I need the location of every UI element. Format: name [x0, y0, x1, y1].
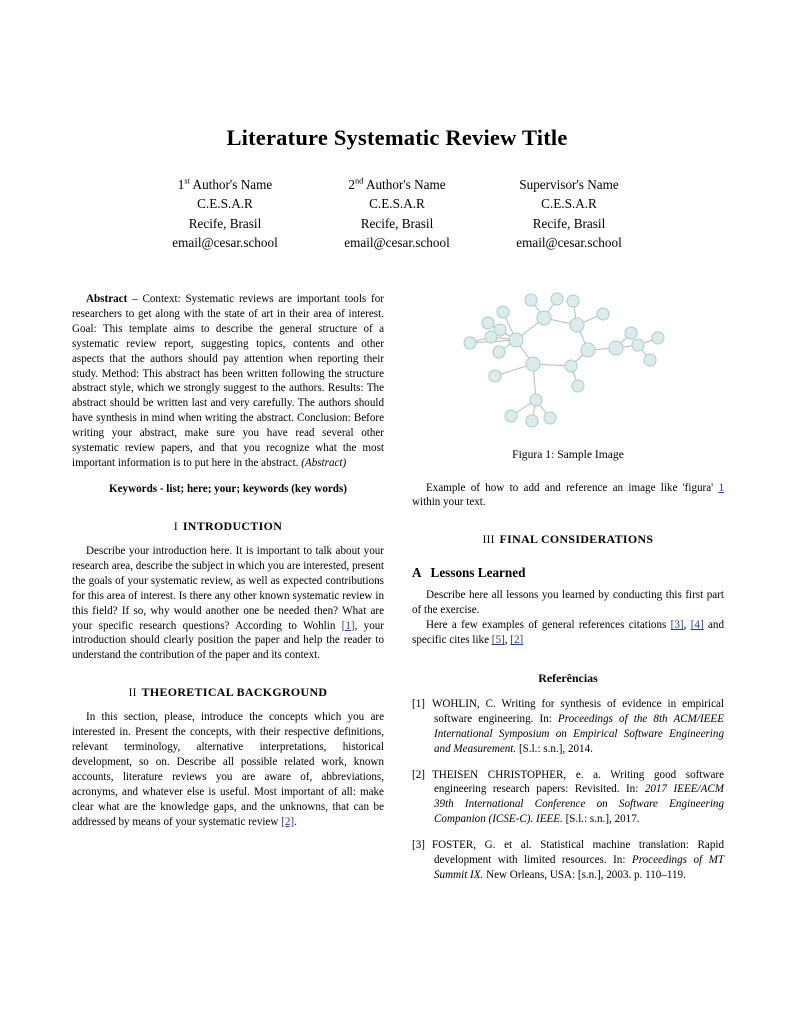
- section-heading-final-considerations: [412, 531, 724, 548]
- section-title-theoretical-background: THEORETICAL BACKGROUND: [141, 685, 328, 700]
- lessons-paragraph-2: [412, 618, 724, 648]
- page-title: Literature Systematic Review Title: [226, 125, 568, 150]
- author-ordinal-suffix-1: st: [184, 176, 190, 186]
- figure-caption: Figura 1: Sample Image: [512, 448, 624, 461]
- reference-tag-2: [2]: [412, 768, 425, 781]
- author-block-3: [483, 175, 655, 253]
- figure-description-paragraph: [412, 481, 724, 511]
- author-list: [70, 175, 724, 253]
- section-number-final-considerations: III: [482, 534, 495, 547]
- reference-text-1b: [S.l.: s.n.], 2014.: [516, 742, 593, 755]
- figure-description-post: within your text.: [412, 496, 486, 509]
- citation-link-2[interactable]: [2]: [281, 815, 295, 828]
- author-affiliation-3: C.E.S.A.R: [541, 196, 597, 212]
- reference-text-3b: New Orleans, USA: [s.n.], 2003. p. 110–119.: [483, 869, 686, 882]
- author-location-3: Recife, Brasil: [532, 215, 606, 231]
- lessons-text-mid: and specific cites like: [412, 619, 725, 647]
- title-block: [70, 126, 724, 253]
- right-column: [412, 290, 724, 883]
- author-ordinal-2: 2: [348, 176, 355, 192]
- abstract-label: Abstract: [86, 293, 128, 305]
- author-email-1: email@cesar.school: [172, 235, 278, 251]
- figure-1: [412, 290, 724, 463]
- author-ordinal-suffix-2: nd: [354, 176, 364, 186]
- author-name-text-2: Author's Name: [365, 176, 446, 192]
- reference-item-2: [412, 768, 724, 828]
- theoretical-background-paragraph: [72, 710, 384, 829]
- reference-item-1: [412, 697, 724, 757]
- author-block-1: [139, 175, 311, 253]
- introduction-paragraph: [72, 544, 384, 663]
- reference-item-3: [412, 838, 724, 883]
- citation-link-1[interactable]: [1]: [341, 619, 355, 632]
- reference-italic-1: Proceedings of the 8th ACM/IEEE International Symposium on Empirical Software Engineering and Measurement.: [434, 712, 724, 755]
- network-graph-icon: [453, 290, 683, 440]
- abstract-trailing-italic: (Abstract): [301, 456, 347, 469]
- graph-edges: [470, 299, 658, 421]
- reference-text-2a: THEISEN CHRISTOPHER, e. a. Writing good software engineering research papers: Revisited. In:: [431, 768, 724, 796]
- citation-link-3[interactable]: [3]: [670, 619, 684, 632]
- author-affiliation-1: C.E.S.A.R: [197, 196, 253, 212]
- author-location-2: Recife, Brasil: [360, 215, 434, 231]
- section-title-introduction: INTRODUCTION: [182, 518, 283, 533]
- author-email-3: email@cesar.school: [516, 235, 622, 251]
- section-number-theoretical-background: II: [128, 687, 137, 700]
- citation-link-5[interactable]: [5]: [491, 634, 505, 647]
- introduction-text-b: , your introduction should clearly position the paper and help the reader to understand the contribution of the paper and its context.: [72, 619, 384, 662]
- reference-text-1a: WOHLIN, C. Writing for synthesis of evidence in empirical software engineering. In:: [431, 697, 724, 725]
- figure-description-pre: Example of how to add and reference an image like 'figura': [426, 481, 719, 494]
- lessons-text-pre: Here a few examples of general references citations: [426, 619, 671, 632]
- author-location-1: Recife, Brasil: [188, 215, 262, 231]
- reference-text-3a: FOSTER, G. et al. Statistical machine translation: Rapid development with limited resources. In:: [431, 839, 724, 867]
- author-name-3: Supervisor's Name: [519, 176, 619, 192]
- abstract-text: Context: Systematic reviews are important tools for researchers to get along with the state of art in their area of interest. Goal: This template aims to describe the general structure of a systematic review report, suggesting topics, contents and other aspects that the authors should pay attention when reporting their study. Method: This abstract has been written following the structure abstract style, which we strongly suggest to the authors. Results: The abstract should be written last and very carefully. The authors should have synthesis in mind when writing the abstract. Conclusion: Before writing your abstract, make sure you have read several other systematic review papers, and that you recognize what the most important information is to put here in the abstract.: [72, 293, 384, 469]
- author-email-2: email@cesar.school: [344, 235, 450, 251]
- introduction-text-a: Describe your introduction here. It is important to talk about your research area, describe the subject in which you are interested, present the goals of your systematic review, as well as expected contributions for this area of interest. Is there any other known systematic review in this field? If so, why would another one be needed then? What are your specific research questions? According to Wohlin: [72, 544, 384, 632]
- reference-tag-3: [3]: [412, 839, 425, 852]
- theoretical-text-b: .: [294, 815, 297, 828]
- subsection-number-lessons-learned: A: [412, 564, 422, 580]
- subsection-title-lessons-learned: Lessons Learned: [430, 564, 526, 580]
- lessons-paragraph-1: Describe here all lessons you learned by conducting this first part of the exercise.: [412, 589, 724, 617]
- lessons-sep-2: ,: [504, 634, 511, 647]
- author-block-2: [311, 175, 483, 253]
- abstract-dash: –: [127, 293, 143, 305]
- reference-tag-1: [1]: [412, 697, 425, 710]
- author-ordinal-1: 1: [177, 176, 185, 192]
- abstract-paragraph: [72, 292, 384, 471]
- section-title-final-considerations: FINAL CONSIDERATIONS: [499, 532, 654, 547]
- keywords-line: Keywords - list; here; your; keywords (key words): [109, 482, 347, 495]
- author-name-1: [139, 175, 311, 195]
- graph-nodes: [464, 293, 664, 427]
- reference-text-2b: [S.l.: s.n.], 2017.: [562, 813, 640, 826]
- section-number-introduction: I: [173, 520, 178, 533]
- citation-link-2b[interactable]: [2]: [510, 634, 524, 647]
- section-heading-introduction: [72, 518, 384, 535]
- reference-italic-3: Proceedings of MT Summit IX.: [434, 854, 724, 882]
- subsection-heading-lessons-learned: [412, 564, 724, 582]
- author-name-2: [311, 175, 483, 195]
- left-column: [72, 292, 384, 830]
- lessons-sep-1: ,: [683, 619, 691, 632]
- figure-reference-link[interactable]: 1: [718, 481, 724, 494]
- references-heading: Referências: [538, 670, 598, 685]
- reference-italic-2: 2017 IEEE/ACM 39th International Conference on Software Engineering Companion (ICSE-C). IEEE.: [434, 783, 725, 826]
- theoretical-text-a: In this section, please, introduce the concepts which you are interested in. Present the concepts, with their respective definitions, relevant terminology, alternative interpretations, historical development, so on. Describe all possible related work, known accounts, literature reviews you are aware of, abbreviations, acronyms, and whatever else is useful. Most important of all: make clear what are the knowledge gaps, and the unknowns, that can be addressed by means of your systematic review: [72, 711, 384, 828]
- author-affiliation-2: C.E.S.A.R: [369, 196, 425, 212]
- author-name-text-1: Author's Name: [192, 176, 273, 192]
- section-heading-theoretical-background: [72, 684, 384, 701]
- citation-link-4[interactable]: [4]: [690, 619, 704, 632]
